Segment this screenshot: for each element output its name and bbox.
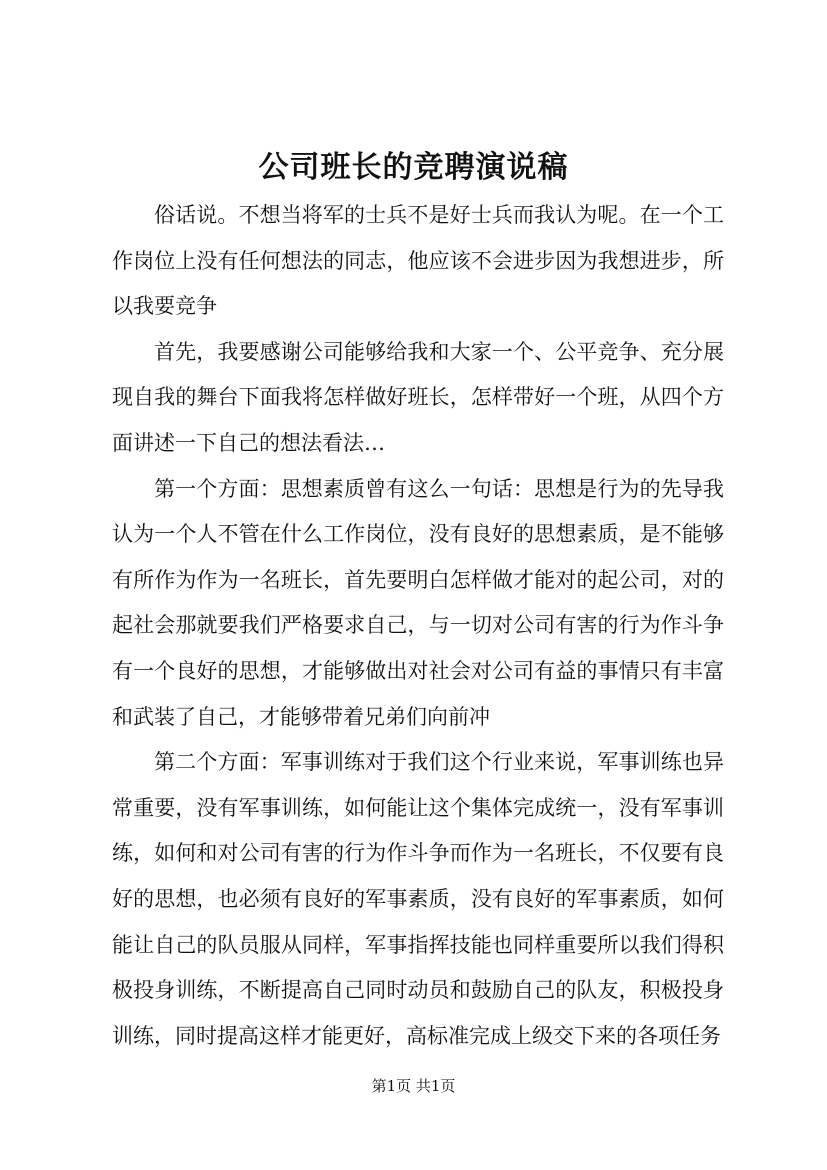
paragraph-1: 俗话说。不想当将军的士兵不是好士兵而我认为呢。在一个工作岗位上没有任何想法的同志，他应该不会进步因为我想进步，所以我要竞争 — [112, 203, 724, 319]
paragraph-3: 第一个方面：思想素质曾有这么一句话：思想是行为的先导我认为一个人不管在什么工作岗位，没有良好的思想素质，是不能够有所作为作为一名班长，首先要明白怎样做才能对的起公司，对的起社会那就要我们严格要求自己，与一切对公司有害的行为作斗争有一个良好的思想，才能够做出对社会对公司有益的事情只有丰富和武装了自己，才能够带着兄弟们向前冲 — [112, 476, 724, 729]
paragraph-4: 第二个方面：军事训练对于我们这个行业来说，军事训练也异常重要，没有军事训练，如何能让这个集体完成统一，没有军事训练，如何和对公司有害的行为作斗争而作为一名班长，不仅要有良好的思想，也必须有良好的军事素质，没有良好的军事素质，如何能让自己的队员服从同样，军事指挥技能也同样重要所以我们得积极投身训练，不断提高自己同时动员和鼓励自己的队友，积极投身训练，同时提高这样才能更好，高标准完成上级交下来的各项任务 — [112, 750, 724, 1048]
paragraph-2: 首先，我要感谢公司能够给我和大家一个、公平竞争、充分展现自我的舞台下面我将怎样做好班长，怎样带好一个班，从四个方面讲述一下自己的想法看法… — [112, 339, 724, 455]
page-footer: 第1页 共1页 — [371, 1077, 456, 1095]
document-title: 公司班长的竞聘演说稿 — [258, 150, 569, 185]
document-body — [112, 193, 724, 1059]
